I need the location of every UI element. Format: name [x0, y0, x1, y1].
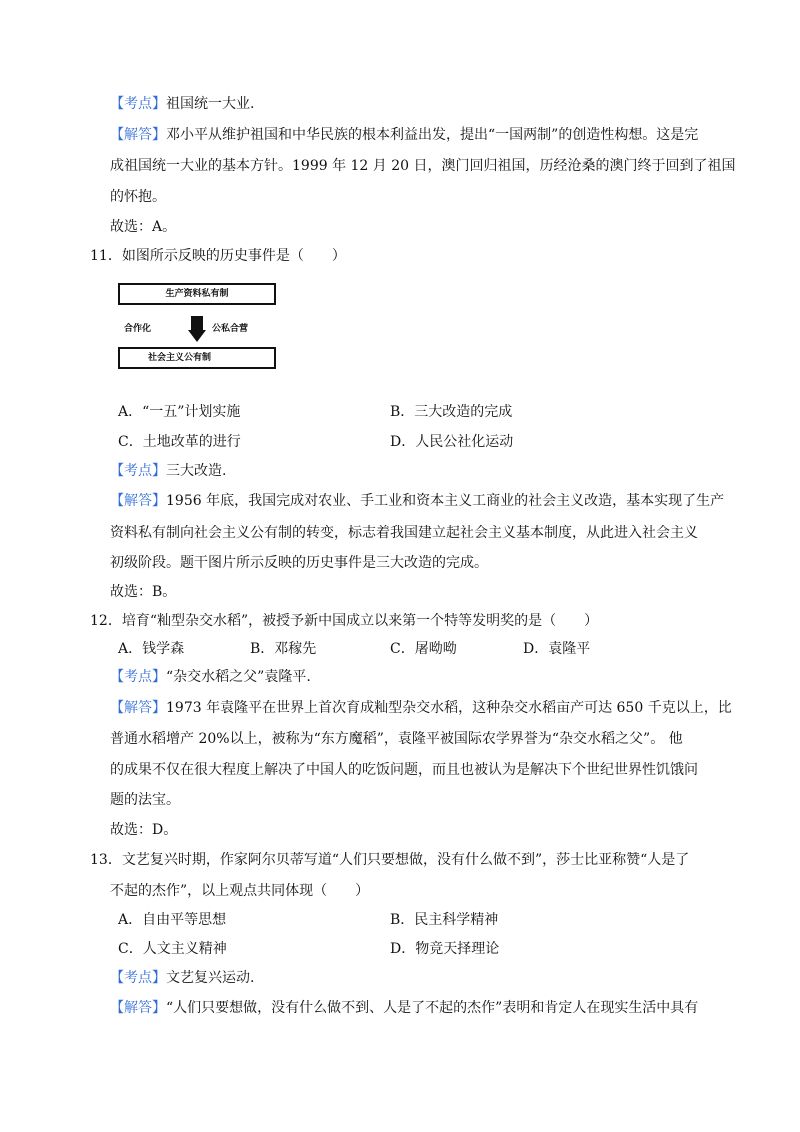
option-c: C．土地改革的进行 [118, 434, 241, 450]
jieda-line [110, 491, 724, 511]
question-stem-continued: 不起的杰作”，以上观点共同体现（ ） [110, 883, 370, 899]
jieda-text: 的怀抱。 [110, 189, 166, 205]
option-b: B．三大改造的完成 [390, 404, 513, 420]
answer-line: 故选：A。 [110, 219, 177, 235]
jieda-line [110, 698, 732, 718]
jieda-text: “人们只要想做，没有什么做不到、人是了不起的杰作”表明和肯定人在现实生活中具有 [166, 1000, 699, 1016]
option-d: D．人民公社化运动 [390, 434, 514, 450]
option-a: A．“一五”计划实施 [118, 404, 241, 420]
answer-line: 故选：B。 [110, 584, 177, 600]
kaodian-text: 文艺复兴运动. [166, 970, 255, 986]
kaodian-line [110, 667, 311, 687]
jieda-tag: 【解答】 [110, 493, 166, 509]
jieda-text: 成祖国统一大业的基本方针。1999 年 12 月 20 日，澳门回归祖国，历经沧桑的澳门终于回到了祖国 [110, 158, 736, 174]
kaodian-text: 三大改造. [166, 463, 227, 479]
jieda-line [110, 998, 698, 1018]
option-b: B．民主科学精神 [390, 912, 499, 928]
question-stem: 13．文艺复兴时期，作家阿尔贝蒂写道“人们只要想做，没有什么做不到”，莎士比亚称赞“人是了 [90, 852, 690, 868]
diagram-top-box: 生产资料私有制 [118, 283, 276, 305]
answer-line: 故选：D。 [110, 822, 178, 838]
option-d: D．物竞天择理论 [390, 941, 500, 957]
jieda-tag: 【解答】 [110, 700, 166, 716]
question-stem: 12．培育“籼型杂交水稻”，被授予新中国成立以来第一个特等发明奖的是（ ） [90, 613, 599, 629]
jieda-text: 1973 年袁隆平在世界上首次育成籼型杂交水稻，这种杂交水稻亩产可达 650 千克以上，比 [166, 700, 732, 716]
kaodian-tag: 【考点】 [110, 463, 166, 479]
jieda-tag: 【解答】 [110, 127, 166, 143]
question-stem: 11．如图所示反映的历史事件是（ ） [90, 248, 346, 264]
down-arrow-icon [188, 316, 206, 342]
option-c: C．人文主义精神 [118, 941, 227, 957]
jieda-text: 资料私有制向社会主义公有制的转变，标志着我国建立起社会主义基本制度，从此进入社会主义 [110, 525, 698, 541]
diagram-bottom-box: 社会主义公有制 [118, 347, 276, 369]
jieda-line [110, 125, 698, 145]
kaodian-line [110, 461, 226, 481]
option-d: D．袁隆平 [523, 641, 591, 657]
option-a: A．钱学森 [118, 641, 185, 657]
kaodian-tag: 【考点】 [110, 96, 166, 112]
kaodian-tag: 【考点】 [110, 970, 166, 986]
option-c: C．屠呦呦 [390, 641, 457, 657]
jieda-text: 的成果不仅在很大程度上解决了中国人的吃饭问题，而且也被认为是解决下个世纪世界性饥饿问 [110, 762, 698, 778]
option-b: B．邓稼先 [250, 641, 317, 657]
kaodian-line [110, 968, 254, 988]
kaodian-text: 祖国统一大业. [166, 96, 255, 112]
jieda-text: 题的法宝。 [110, 792, 180, 808]
jieda-text: 邓小平从维护祖国和中华民族的根本利益出发，提出“一国两制”的创造性构想。这是完 [166, 127, 699, 143]
jieda-text: 普通水稻增产 20%以上，被称为“东方魔稻”，袁隆平被国际农学界誉为“杂交水稻之父”。 他 [110, 731, 683, 747]
kaodian-line [110, 94, 254, 114]
option-a: A．自由平等思想 [118, 912, 227, 928]
jieda-text: 1956 年底，我国完成对农业、手工业和资本主义工商业的社会主义改造，基本实现了生产 [166, 493, 725, 509]
kaodian-text: “杂交水稻之父”袁隆平. [166, 669, 311, 685]
diagram-left-label: 合作化 [124, 324, 152, 334]
jieda-text: 初级阶段。题干图片所示反映的历史事件是三大改造的完成。 [110, 555, 488, 571]
jieda-tag: 【解答】 [110, 1000, 166, 1016]
ownership-diagram [118, 283, 280, 381]
diagram-right-label: 公私合营 [212, 324, 249, 334]
kaodian-tag: 【考点】 [110, 669, 166, 685]
